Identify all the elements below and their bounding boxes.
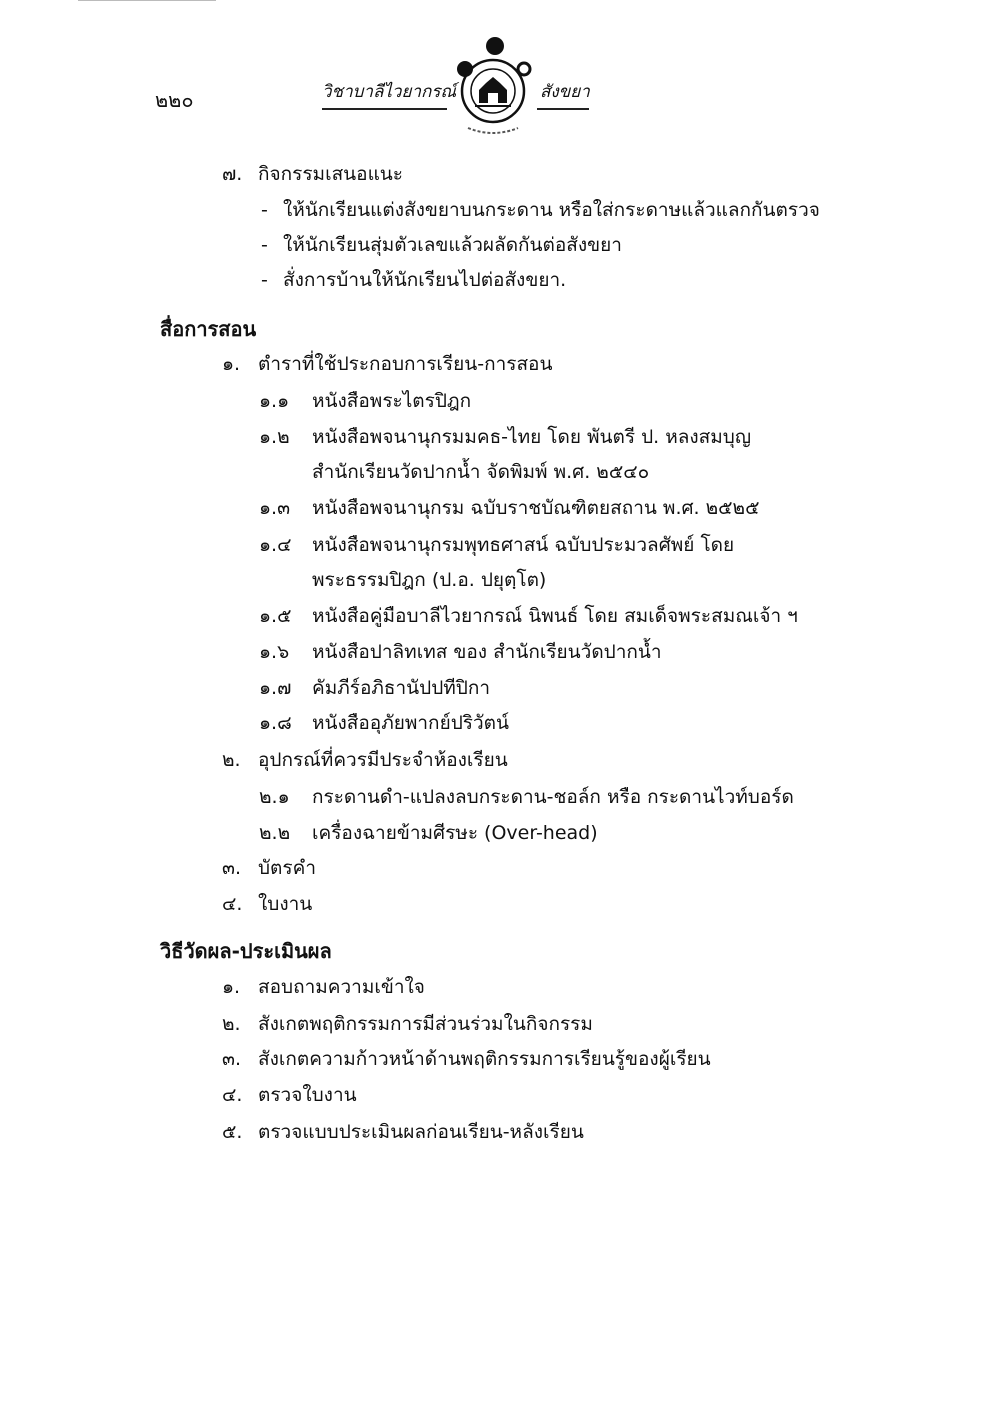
bullet-dash: - (261, 234, 268, 256)
evaluation-heading: วิธีวัดผล-ประเมินผล (160, 939, 332, 963)
header-course-title: วิชาบาลีไวยากรณ์ (322, 82, 457, 102)
header-rule-right (537, 108, 589, 110)
book-text: หนังสืออุภัยพากย์ปริวัตน์ (312, 712, 509, 734)
book-text: หนังสือคู่มือบาลีไวยากรณ์ นิพนธ์ โดย สมเด็จพระสมณเจ้า ฯ (312, 605, 798, 627)
book-number: ๑.๓ (259, 497, 291, 519)
evaluation-text: สังเกตพฤติกรรมการมีส่วนร่วมในกิจกรรม (258, 1013, 593, 1035)
section-number: ๔. (222, 893, 243, 915)
school-emblem-icon (448, 36, 538, 140)
evaluation-number: ๔. (222, 1084, 243, 1106)
page-number: ๒๒๐ (155, 88, 194, 112)
evaluation-number: ๕. (222, 1121, 243, 1143)
bullet-dash: - (261, 199, 268, 221)
book-text: คัมภีร์อภิธานัปปทีปิกา (312, 677, 491, 699)
header-rule-left (322, 108, 447, 110)
book-text: หนังสือพจนานุกรมพุทธศาสน์ ฉบับประมวลศัพย์ โดย (312, 534, 735, 556)
equipment-number: ๒.๑ (259, 786, 290, 808)
book-text: หนังสือพจนานุกรม ฉบับราชบัณฑิตยสถาน พ.ศ. ๒๕๒๕ (312, 497, 760, 519)
evaluation-number: ๓. (222, 1048, 242, 1070)
header-chapter-title: สังขยา (540, 82, 590, 102)
book-number: ๑.๔ (259, 534, 292, 556)
media-heading: สื่อการสอน (160, 317, 257, 341)
evaluation-number: ๑. (222, 976, 241, 998)
book-text: หนังสือปาลิทเทส ของ สำนักเรียนวัดปากน้ำ (312, 641, 662, 663)
activities-number: ๗. (222, 163, 243, 185)
section-number: ๑. (222, 353, 241, 375)
evaluation-text: สอบถามความเข้าใจ (258, 976, 425, 998)
book-text: สำนักเรียนวัดปากน้ำ จัดพิมพ์ พ.ศ. ๒๕๔๐ (312, 461, 650, 483)
section-title: อุปกรณ์ที่ควรมีประจำห้องเรียน (258, 749, 508, 771)
evaluation-number: ๒. (222, 1013, 241, 1035)
book-number: ๑.๑ (259, 390, 290, 412)
equipment-number: ๒.๒ (259, 822, 291, 844)
section-title: บัตรคำ (258, 857, 316, 879)
top-edge-line (78, 0, 216, 1)
evaluation-text: สังเกตความก้าวหน้าด้านพฤติกรรมการเรียนรู้ของผู้เรียน (258, 1048, 711, 1070)
evaluation-text: ตรวจใบงาน (258, 1084, 357, 1106)
activities-title: กิจกรรมเสนอแนะ (258, 163, 404, 185)
section-title: ตำราที่ใช้ประกอบการเรียน-การสอน (258, 353, 553, 375)
book-number: ๑.๕ (259, 605, 292, 627)
equipment-text: เครื่องฉายข้ามศีรษะ (Over-head) (312, 822, 598, 844)
book-number: ๑.๗ (259, 677, 292, 699)
book-text: หนังสือพจนานุกรมมคธ-ไทย โดย พันตรี ป. หลงสมบุญ (312, 426, 752, 448)
book-text: พระธรรมปิฎก (ป.อ. ปยุตฺโต) (312, 569, 547, 591)
bullet-dash: - (261, 269, 268, 291)
evaluation-text: ตรวจแบบประเมินผลก่อนเรียน-หลังเรียน (258, 1121, 584, 1143)
book-text: หนังสือพระไตรปิฎก (312, 390, 472, 412)
activity-item-text: สั่งการบ้านให้นักเรียนไปต่อสังขยา. (283, 269, 567, 291)
activity-item-text: ให้นักเรียนสุ่มตัวเลขแล้วผลัดกันต่อสังขยา (283, 234, 622, 256)
section-number: ๓. (222, 857, 242, 879)
equipment-text: กระดานดำ-แปลงลบกระดาน-ชอล์ก หรือ กระดานไวท์บอร์ด (312, 786, 794, 808)
activity-item-text: ให้นักเรียนแต่งสังขยาบนกระดาน หรือใส่กระดาษแล้วแลกกันตรวจ (283, 199, 820, 221)
book-number: ๑.๒ (259, 426, 290, 448)
book-number: ๑.๖ (259, 641, 290, 663)
section-title: ใบงาน (258, 893, 313, 915)
book-number: ๑.๘ (259, 712, 292, 734)
section-number: ๒. (222, 749, 241, 771)
